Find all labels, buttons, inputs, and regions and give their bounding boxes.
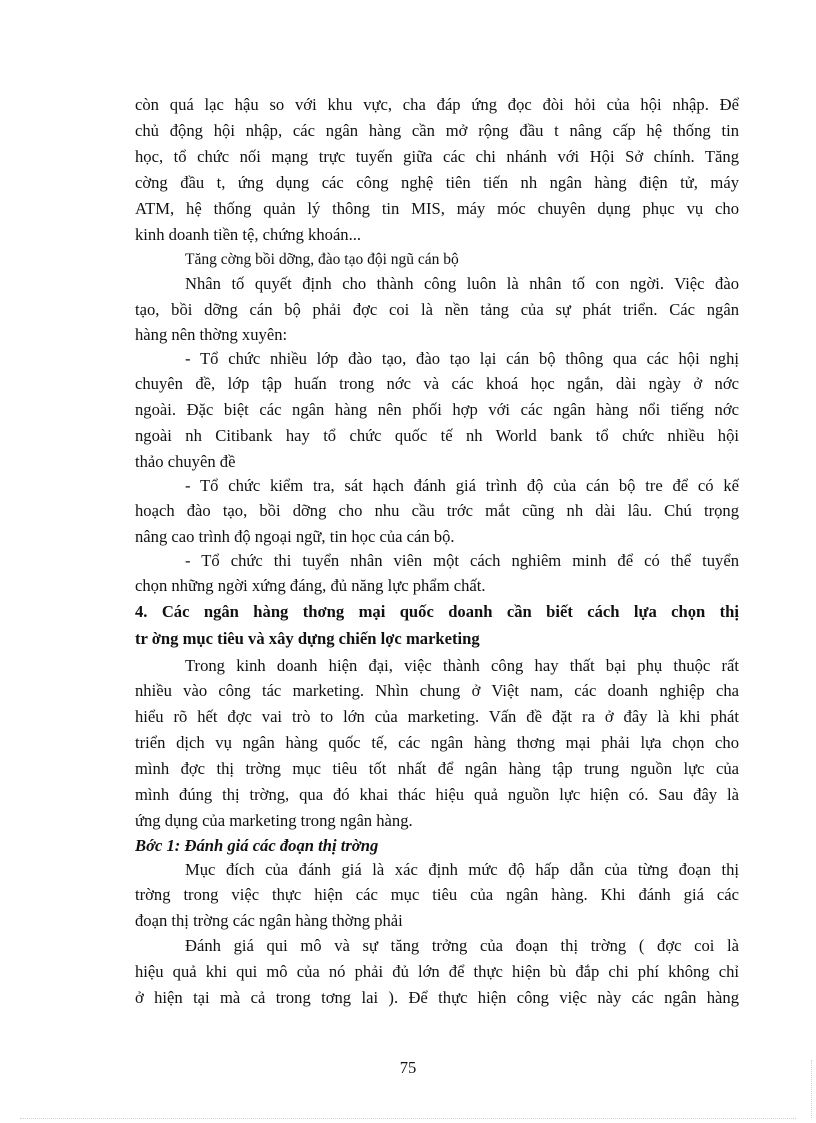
body-line: ATM, hệ thống quản lý thông tin MIS, máy móc chuyên dụng phục vụ cho [135,199,739,218]
paragraph-first-line: Trong kinh doanh hiện đại, việc thành công hay thất bại phụ thuộc rất [185,656,739,675]
body-line: nhiều vào công tác marketing. Nhìn chung ở Việt nam, các doanh nghiệp cha [135,681,739,700]
body-line: ngoài nh Citibank hay tổ chức quốc tế nh World bank tổ chức nhiều hội [135,426,739,445]
paragraph-first-line: Mục đích của đánh giá là xác định mức độ hấp dẫn của từng đoạn thị [185,860,739,879]
section-title: tr ờng mục tiêu và xây dựng chiến lợc marketing [135,629,480,648]
bullet-item: - Tổ chức thi tuyển nhân viên một cách nghiêm minh để có thể tuyển [185,551,739,570]
step-heading: Bớc 1: Đánh giá các đoạn thị trờng [135,836,379,855]
paragraph-first-line: Nhân tố quyết định cho thành công luôn là nhân tố con ngời. Việc đào [185,274,739,293]
body-line: trờng trong việc thực hiện các mục tiêu của ngân hàng. Khi đánh giá các [135,885,739,904]
paragraph-first-line: Đánh giá qui mô và sự tăng trởng của đoạn thị trờng ( đợc coi là [185,936,739,955]
body-line: đoạn thị trờng các ngân hàng thờng phải [135,911,403,930]
body-line: mình đợc thị trờng mục tiêu tốt nhất để ngân hàng tập trung nguồn lực của [135,759,739,778]
section-heading: Tăng cờng bồi dỡng, đào tạo đội ngũ cán bộ [185,251,459,268]
body-line: ứng dụng của marketing trong ngân hàng. [135,811,413,830]
body-line: hiểu rõ hết đợc vai trò to lớn của marketing. Vấn đề đặt ra ở đây là khi phát [135,707,739,726]
body-line: học, tổ chức nối mạng trực tuyến giữa các chi nhánh với Hội Sở chính. Tăng [135,147,739,166]
body-line: chọn những ngời xứng đáng, đủ năng lực phẩm chất. [135,576,486,595]
body-line: ở hiện tại mà cả trong tơng lai ). Để thực hiện công việc này các ngân hàng [135,988,739,1007]
body-line: hiệu quả khi qui mô của nó phải đủ lớn để thực hiện bù đắp chi phí không chỉ [135,962,739,981]
body-line: hàng nên thờng xuyên: [135,325,288,344]
body-line: còn quá lạc hậu so với khu vực, cha đáp ứng đọc đòi hỏi của hội nhập. Để [135,95,739,114]
bullet-item: - Tổ chức kiểm tra, sát hạch đánh giá trình độ của cán bộ tre để có kế [185,476,739,495]
body-line: chuyên đề, lớp tập huấn trong nớc và các khoá học ngắn, dài ngày ở nớc [135,374,739,393]
section-title: 4. Các ngân hàng thơng mại quốc doanh cần biết cách lựa chọn thị [135,602,739,621]
body-line: triển dịch vụ ngân hàng quốc tế, các ngân hàng thơng mại phải lựa chọn cho [135,733,739,752]
body-line: cờng đầu t, ứng dụng các công nghệ tiên tiến nh ngân hàng điện tử, máy [135,173,739,192]
body-line: mình đúng thị trờng, qua đó khai thác hiệu quả nguồn lực hiện có. Sau đây là [135,785,739,804]
body-line: thảo chuyên đề [135,452,236,471]
body-line: chủ động hội nhập, các ngân hàng cần mở rộng đầu t nâng cấp hệ thống tin [135,121,739,140]
body-line: hoạch đào tạo, bồi dỡng cho nhu cầu trớc mắt cũng nh dài lâu. Chú trọng [135,501,739,520]
body-line: nâng cao trình độ ngoại ngữ, tin học của cán bộ. [135,527,455,546]
bullet-item: - Tổ chức nhiều lớp đào tạo, đào tạo lại cán bộ thông qua các hội nghị [185,349,739,368]
page-bottom-border [20,1118,796,1119]
page-number: 75 [399,1058,417,1077]
body-line: tạo, bồi dỡng cán bộ phải đợc coi là nền tảng của sự phát triển. Các ngân [135,300,739,319]
page-right-border [811,1060,812,1118]
body-line: ngoài. Đặc biệt các ngân hàng nên phối hợp với các ngân hàng nổi tiếng nớc [135,400,739,419]
body-line: kinh doanh tiền tệ, chứng khoán... [135,225,362,244]
